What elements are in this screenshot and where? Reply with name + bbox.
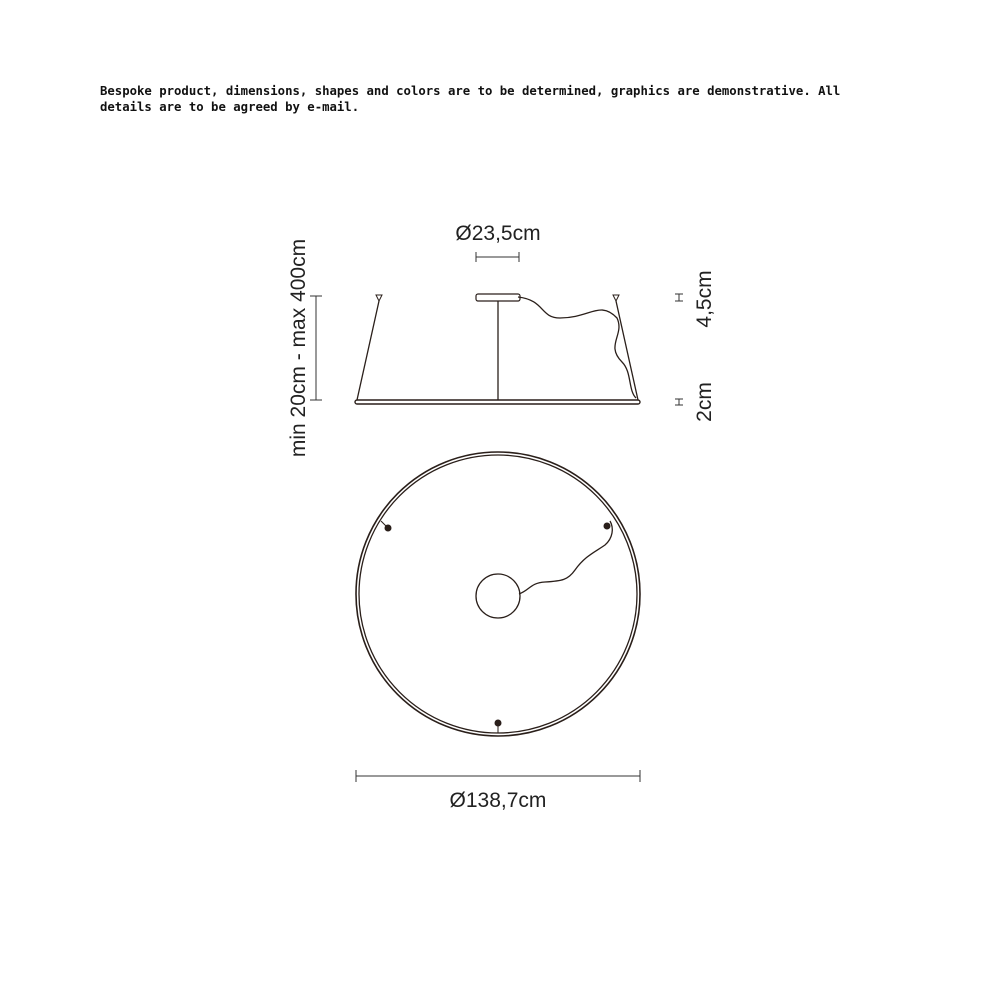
ring-side-profile xyxy=(355,400,640,404)
ring-diameter-dimension xyxy=(356,770,640,782)
suspension-height-dimension xyxy=(310,296,322,400)
power-cable-top xyxy=(519,521,612,594)
ring-outer-edge xyxy=(356,452,640,736)
suspension-cable-left xyxy=(357,301,379,400)
ring-thickness-dimension xyxy=(675,399,683,405)
suspension-point-left xyxy=(385,525,391,531)
ceiling-canopy xyxy=(476,294,520,301)
ring-inner-edge xyxy=(359,455,637,733)
top-view xyxy=(356,452,640,736)
side-view xyxy=(355,294,640,404)
ring-diameter-label: Ø138,7cm xyxy=(449,789,547,812)
canopy-height-dimension xyxy=(675,294,683,301)
disclaimer-text: Bespoke product, dimensions, shapes and colors are to be determined, graphics are demonstrative. All details are to be agreed by e-mail. xyxy=(100,84,841,114)
canopy-top-view xyxy=(476,574,520,618)
canopy-diameter-dimension xyxy=(476,252,519,262)
suspension-point-bottom xyxy=(495,720,501,726)
canopy-diameter-label: Ø23,5cm xyxy=(455,222,541,245)
suspension-point-right xyxy=(604,523,610,529)
canopy-height-label: 4,5cm xyxy=(693,270,716,328)
ring-thickness-label: 2cm xyxy=(693,382,716,422)
suspension-height-label: min 20cm - max 400cm xyxy=(287,238,310,458)
ceiling-anchor-left xyxy=(376,295,382,301)
ceiling-anchor-right xyxy=(613,295,619,301)
suspension-cable-right xyxy=(616,301,638,400)
